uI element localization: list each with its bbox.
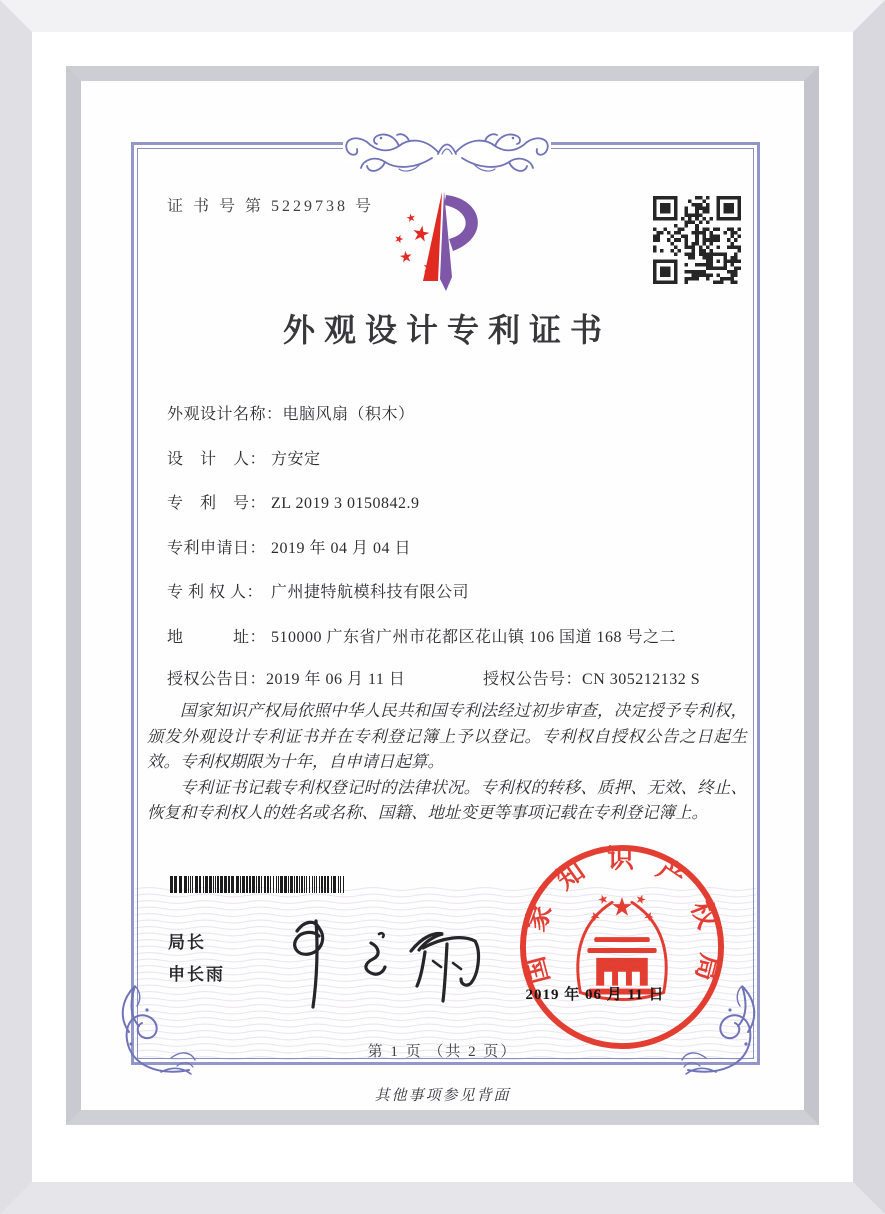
field-label: 专利申请日： [167, 540, 267, 557]
field-address [167, 624, 676, 647]
field-value: 2019 年 04 月 04 日 [271, 540, 412, 557]
field-value: ZL 2019 3 0150842.9 [271, 495, 420, 512]
seal-date: 2019 年 06 月 11 日 [525, 987, 665, 1003]
grant-date-value: 2019 年 06 月 11 日 [266, 671, 406, 688]
cnipa-logo-icon [393, 189, 497, 295]
field-patentee [167, 579, 469, 602]
field-label: 外观设计名称： [167, 406, 283, 423]
certificate-body [147, 698, 747, 826]
body-paragraph-1: 国家知识产权局依照中华人民共和国专利法经过初步审查，决定授予专利权，颁发外观设计专利证书并在专利登记簿上予以登记。专利权自授权公告之日起生效。专利权期限为十年，自申请日起算。 [147, 701, 747, 771]
signer-name: 申长雨 [168, 965, 225, 984]
certificate-number: 证 书 号 第 5229738 号 [167, 198, 375, 215]
certificate-title: 外观设计专利证书 [282, 312, 611, 348]
grant-date-label: 授权公告日： [167, 671, 267, 688]
barcode [170, 876, 348, 893]
grant-no-label: 授权公告号： [483, 671, 583, 688]
field-value: 电脑风扇（积木） [282, 406, 415, 423]
top-dragon-ornament-icon [337, 121, 557, 183]
grant-no-value: CN 305212132 S [582, 671, 701, 688]
field-label: 专 利 权 人： [167, 584, 264, 601]
field-designer [167, 446, 321, 469]
field-value: 510000 广东省广州市花都区花山镇 106 国道 168 号之二 [271, 629, 677, 646]
director-signature [283, 907, 495, 1011]
field-value: 广州捷特航模科技有限公司 [271, 584, 470, 601]
field-value: 方安定 [271, 451, 321, 468]
field-label: 地 址： [167, 629, 267, 646]
back-side-note: 其他事项参见背面 [374, 1088, 511, 1104]
field-label: 专 利 号： [167, 495, 267, 512]
field-grant-row [167, 666, 701, 689]
field-design-name [167, 401, 415, 424]
official-seal [517, 842, 727, 1052]
field-label: 设 计 人： [167, 451, 267, 468]
field-patent-number [167, 490, 419, 513]
corner-flourish-left-icon [111, 980, 199, 1077]
certificate-paper [81, 81, 804, 1110]
seal-ring-text: 国家知识产权局 [518, 843, 726, 988]
body-paragraph-2: 专利证书记载专利权登记时的法律状况。专利权的转移、质押、无效、终止、恢复和专利权人的姓名或名称、国籍、地址变更等事项记载在专利登记簿上。 [147, 777, 747, 822]
field-filing-date [167, 535, 411, 558]
page-number: 第 1 页 （共 2 页） [367, 1044, 518, 1060]
qr-code [653, 196, 741, 284]
signer-title: 局长 [168, 933, 206, 952]
